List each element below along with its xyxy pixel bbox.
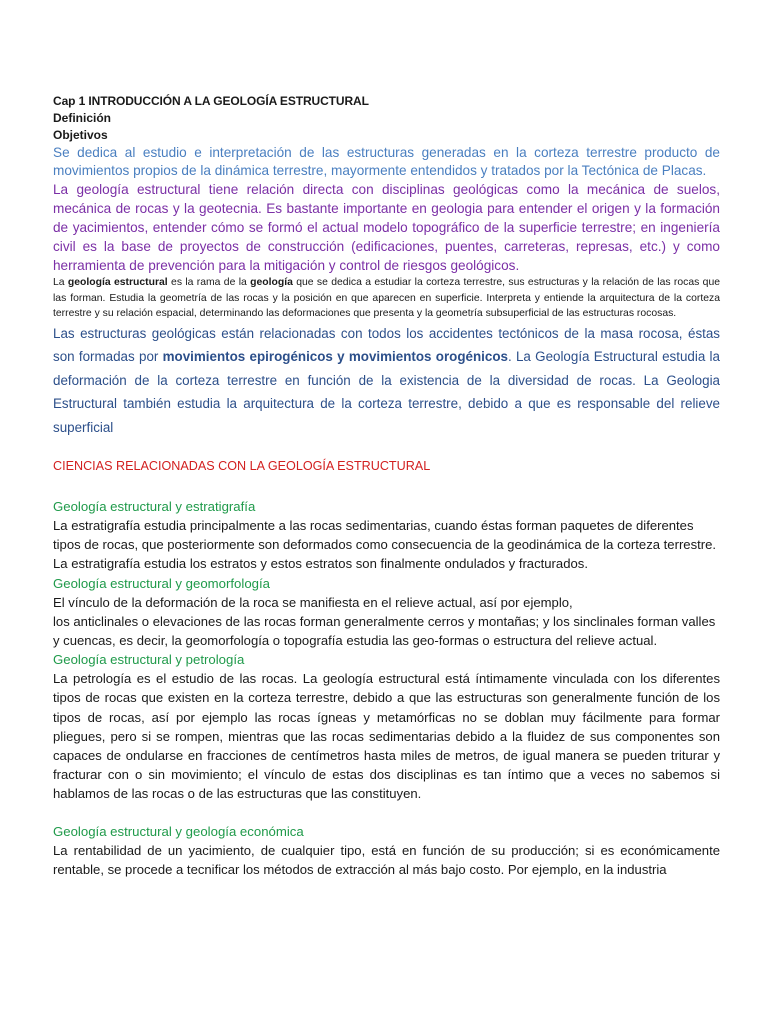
- relation-paragraph: La geología estructural tiene relación directa con disciplinas geológicas como la mecánica de suelos, mecánica de rocas y la geotecnia. Es bastante importante en geologia para entender el origen y la formación de yacimientos, entender cómo se formó el actual modelo topográfico de la superficie terrestre; en ingeniería civil es la base de proyectos de construcción (edificaciones, puentes, carreteras, represas, etc.) y como herramienta de prevención para la mitigación y control de riesgos geológicos.: [53, 182, 720, 273]
- structures-paragraph: [53, 322, 720, 440]
- spacer: [53, 475, 720, 497]
- section-title: CIENCIAS RELACIONADAS CON LA GEOLOGÍA ESTRUCTURAL: [53, 459, 431, 473]
- geomorfologia-rest: los anticlinales o elevaciones de las rocas forman generalmente cerros y montañas; y los sinclinales forman valles y cuencas, es decir, la geomorfología o topografía estudia las geo-formas o estructura del relieve actual.: [53, 613, 716, 649]
- subsection-text-estratigrafia: La estratigrafía estudia principalmente a las rocas sedimentarias, cuando éstas forman paquetes de diferentes tipos de rocas, que posteriormente son deformados como consecuencia de la geodinámica de la corteza terrestre. La estratigrafía estudia los estratos y estos estratos son finalmente ondulados y fracturados.: [53, 518, 717, 572]
- spacer: [53, 804, 720, 822]
- summary-bold-2: geología: [250, 277, 293, 288]
- summary-bold-1: geología estructural: [67, 277, 168, 288]
- objetivos-label: Objetivos: [53, 128, 108, 142]
- definition-paragraph: Se dedica al estudio e interpretación de las estructuras generadas en la corteza terrestre producto de movimientos propios de la dinámica terrestre, mayormente entendidos y tratados por la Tectónica de Placas.: [53, 145, 720, 178]
- subsection-text-economica: La rentabilidad de un yacimiento, de cualquier tipo, está en función de su producción; si es económicamente rentable, se procede a tecnificar los métodos de extracción al más bajo costo. Por ejemplo, en la industria: [53, 842, 720, 877]
- structures-bold: movimientos epirogénicos y movimientos orogénicos: [162, 349, 508, 364]
- subsection-text-geomorfologia: [53, 593, 720, 651]
- geomorfologia-line-1: El vínculo de la deformación de la roca se manifiesta en el relieve actual, así por ejemplo,: [53, 594, 573, 610]
- summary-text-post: que se dedica a estudiar la corteza terrestre, sus estructuras y la relación de las rocas que las forman. Estudia la geometría de las rocas y la posición en que aparecen en superficie. Interpreta y entiende la arquitectura de la corteza terrestre y su relación espacial, determinando las deformaciones que presenta y la geometría subsuperficial de las estructuras rocosas.: [53, 277, 721, 319]
- structures-text-post: . La Geología Estructural estudia la deformación de la corteza terrestre en función de la existencia de la diversidad de rocas. La Geologia Estructural también estudia la arquitectura de la corteza terrestre, debido a que es responsable del relieve superficial: [53, 349, 720, 435]
- subsection-heading-petrologia: Geología estructural y petrología: [53, 652, 245, 668]
- subsection-heading-geomorfologia: Geología estructural y geomorfología: [53, 575, 270, 591]
- summary-text-mid: es la rama de la: [167, 277, 251, 288]
- geology-summary-paragraph: [53, 275, 720, 322]
- subsection-text-petrologia: La petrología es el estudio de las rocas. La geología estructural está íntimamente vinculada con los diferentes tipos de rocas que existen en la corteza terrestre, debido a que las estructuras son generalmente función de los tipos de rocas, así por ejemplo las rocas ígneas y metamórficas no se doblan muy fácilmente para formar pliegues, pero si se rompen, mientras que las rocas sedimentarias debido a la fluidez de sus componentes son capaces de ondularse en fracciones de centímetros hasta miles de metros, de igual manera se pueden triturar y fracturar con o sin movimiento; el vínculo de estas dos disciplinas es tan íntimo que a veces no sabemos si hablamos de las rocas o de las estructuras que las constituyen.: [53, 671, 720, 802]
- definicion-label: Definición: [53, 111, 112, 125]
- subsection-heading-economica: Geología estructural y geología económica: [53, 823, 304, 839]
- structures-text-pre: Las estructuras geológicas están relacionadas con todos los accidentes tectónicos de la masa rocosa, éstas son formadas por: [53, 325, 720, 364]
- summary-text-pre: La: [53, 277, 68, 288]
- chapter-title: Cap 1 INTRODUCCIÓN A LA GEOLOGÍA ESTRUCTURAL: [53, 94, 369, 108]
- subsection-heading-estratigrafia: Geología estructural y estratigrafía: [53, 499, 256, 514]
- document-page: [53, 93, 720, 879]
